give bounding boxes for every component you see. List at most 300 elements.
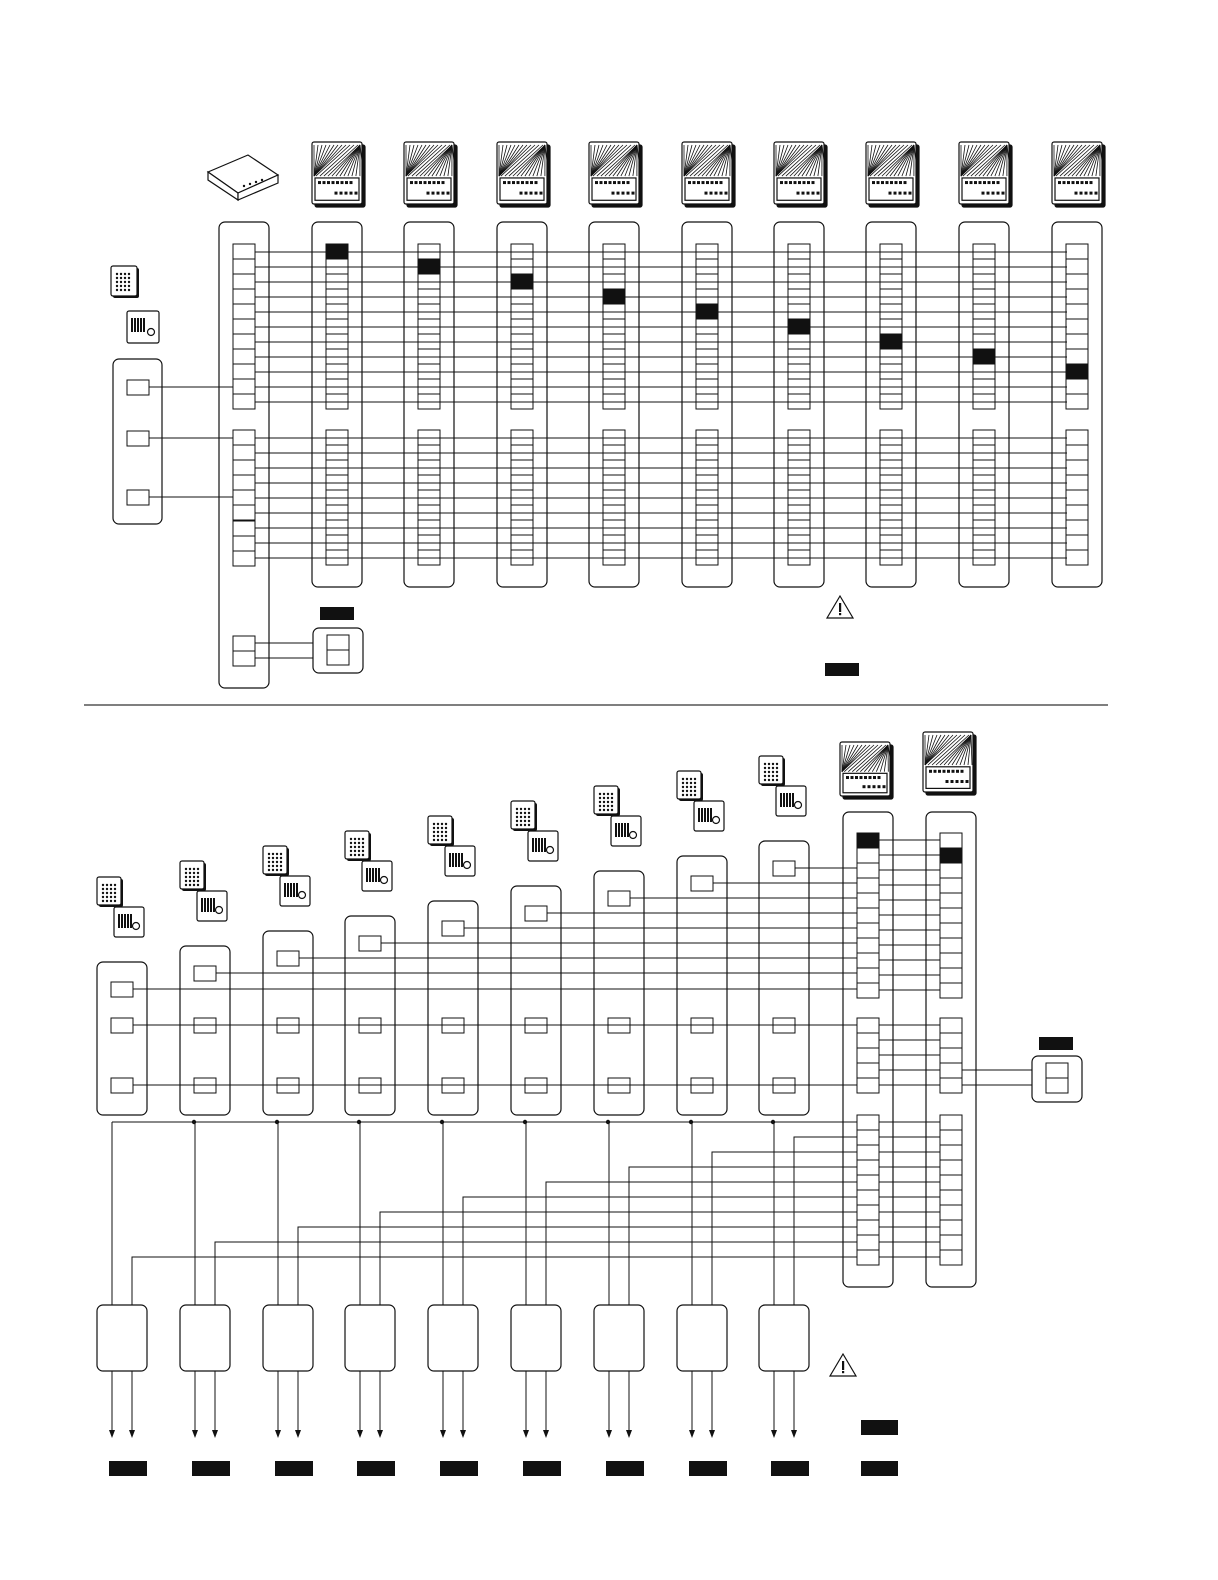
speaker-hole — [120, 285, 122, 287]
speaker-hole — [124, 281, 126, 283]
adaptor-control — [546, 1182, 857, 1305]
speaker-hole — [520, 820, 522, 822]
speaker-hole — [102, 900, 104, 902]
speaker-hole — [120, 281, 122, 283]
call-button — [381, 877, 388, 884]
door-frame-9 — [759, 841, 809, 1115]
speaker-hole — [603, 809, 605, 811]
station-button — [869, 776, 872, 779]
station-button — [846, 776, 849, 779]
station-button — [419, 181, 422, 184]
exchange-block-c-cell — [233, 551, 255, 566]
station-button — [997, 192, 1000, 195]
speaker-hole — [768, 763, 770, 765]
panel-slot — [143, 318, 145, 332]
warning-dot — [839, 613, 841, 615]
panel-slot — [210, 898, 212, 912]
speaker-hole — [268, 861, 270, 863]
speaker-hole — [116, 273, 118, 275]
speaker-hole — [280, 857, 282, 859]
station-button — [1002, 192, 1005, 195]
station-9-block-a-cell — [1066, 334, 1088, 349]
power-terminal-cell — [327, 635, 349, 650]
adaptor-control — [215, 1242, 857, 1305]
panel-slot — [786, 793, 788, 807]
output-label-1 — [109, 1461, 147, 1476]
station-button — [868, 785, 871, 788]
station-button — [318, 181, 321, 184]
lower-m1-block-c-cell — [857, 1205, 879, 1220]
output-arrow — [295, 1430, 301, 1438]
panel-slot — [201, 898, 203, 912]
speaker-hole — [280, 869, 282, 871]
station-button — [899, 181, 902, 184]
station-button — [904, 181, 907, 184]
exchange-block-b-cell — [233, 460, 255, 475]
speaker-hole — [764, 771, 766, 773]
speaker-hole — [276, 853, 278, 855]
lower-m2-block-a-cell — [940, 983, 962, 998]
speaker-hole — [350, 850, 352, 852]
door-speaker — [97, 877, 121, 905]
station-button — [715, 181, 718, 184]
lower-m1-block-b-cell — [857, 1048, 879, 1063]
warning-mark — [842, 1361, 844, 1370]
speaker-hole — [124, 285, 126, 287]
station-button — [693, 181, 696, 184]
call-button — [713, 817, 720, 824]
door-5-terminal-top — [442, 921, 464, 936]
station-button — [877, 181, 880, 184]
panel-slot — [704, 808, 706, 822]
junction-dot — [771, 1120, 775, 1124]
station-9-block-a-cell — [1066, 319, 1088, 334]
speaker-hole — [682, 794, 684, 796]
speaker-hole — [106, 884, 108, 886]
station-button — [530, 192, 533, 195]
station-9-block-a-cell — [1066, 364, 1088, 379]
station-9-block-a-cell — [1066, 394, 1088, 409]
speaker-hole — [599, 801, 601, 803]
lower-m2-block-a-cell — [940, 833, 962, 848]
station-button — [715, 192, 718, 195]
legend-label-2 — [861, 1461, 898, 1476]
panel-slot — [541, 838, 543, 852]
speaker-hole — [599, 805, 601, 807]
lower-m2-block-c-cell — [940, 1235, 962, 1250]
panel-slot — [532, 838, 534, 852]
speaker-hole — [276, 861, 278, 863]
lower-m1-block-a-cell — [857, 833, 879, 848]
station-button — [961, 770, 964, 773]
door-4-terminal-top — [359, 936, 381, 951]
lower-m2-block-b-cell — [940, 1018, 962, 1033]
lower-m2-block-c-cell — [940, 1145, 962, 1160]
station-button — [508, 181, 511, 184]
master-station-3 — [497, 142, 550, 207]
station-button — [350, 192, 353, 195]
speaker-hole — [128, 281, 130, 283]
station-button — [600, 181, 603, 184]
station-button — [1085, 192, 1088, 195]
speaker-hole — [445, 823, 447, 825]
speaker-hole — [114, 900, 116, 902]
station-button — [526, 181, 529, 184]
panel-slot — [118, 914, 120, 928]
station-button — [1081, 181, 1084, 184]
station-button — [797, 192, 800, 195]
speaker-hole — [272, 865, 274, 867]
call-button — [547, 847, 554, 854]
speaker-hole — [772, 763, 774, 765]
speaker-hole — [433, 831, 435, 833]
speaker-hole — [280, 865, 282, 867]
station-button — [622, 181, 625, 184]
speaker-hole — [603, 797, 605, 799]
adaptor-6 — [511, 1305, 561, 1371]
door-speaker — [180, 861, 204, 889]
station-9-block-b-cell — [1066, 520, 1088, 535]
speaker-hole — [764, 779, 766, 781]
station-button — [530, 181, 533, 184]
station-button — [872, 181, 875, 184]
door-speaker — [428, 816, 452, 844]
station-button — [617, 192, 620, 195]
panel-slot — [624, 823, 626, 837]
station-button — [697, 181, 700, 184]
speaker-hole — [599, 797, 601, 799]
station-button — [613, 181, 616, 184]
panel-slot — [461, 853, 463, 867]
panel-slot — [134, 318, 136, 332]
station-button — [503, 181, 506, 184]
exchange-block-a-cell — [233, 304, 255, 319]
exchange-block-b-cell — [233, 430, 255, 445]
speaker-hole — [354, 850, 356, 852]
panel-slot — [627, 823, 629, 837]
station-button — [535, 192, 538, 195]
station-button — [785, 181, 788, 184]
speaker-hole — [272, 857, 274, 859]
lower-m1-block-b-cell — [857, 1078, 879, 1093]
lower-m1-block-a-cell — [857, 908, 879, 923]
output-arrow — [192, 1430, 198, 1438]
station-button — [323, 181, 326, 184]
station-9-block-b-cell — [1066, 445, 1088, 460]
station-button — [881, 181, 884, 184]
lower-m1-block-c-cell — [857, 1160, 879, 1175]
output-arrow — [791, 1430, 797, 1438]
speaker-hole — [686, 778, 688, 780]
speaker-hole — [768, 775, 770, 777]
speaker-hole — [193, 872, 195, 874]
junction-dot — [192, 1120, 196, 1124]
speaker-hole — [114, 884, 116, 886]
speaker-hole — [268, 865, 270, 867]
call-button — [795, 802, 802, 809]
exchange-led — [243, 185, 245, 187]
master-station-4 — [589, 142, 642, 207]
station-button — [909, 192, 912, 195]
speaker-hole — [128, 285, 130, 287]
station-button — [894, 192, 897, 195]
lower-m1-block-a-cell — [857, 923, 879, 938]
panel-slot — [452, 853, 454, 867]
exchange-block-a-cell — [233, 274, 255, 289]
station-button — [890, 181, 893, 184]
station-button — [442, 181, 445, 184]
output-arrow — [460, 1430, 466, 1438]
speaker-hole — [603, 805, 605, 807]
speaker-hole — [102, 892, 104, 894]
station-9-block-b-cell — [1066, 490, 1088, 505]
panel-slot — [130, 914, 132, 928]
station-button — [427, 192, 430, 195]
panel-slot — [449, 853, 451, 867]
speaker-hole — [764, 767, 766, 769]
station-button — [943, 770, 946, 773]
speaker-hole — [528, 824, 530, 826]
speaker-hole — [686, 794, 688, 796]
speaker-hole — [185, 884, 187, 886]
door-station-8 — [677, 771, 724, 831]
adaptor-5 — [428, 1305, 478, 1371]
station-button — [1072, 181, 1075, 184]
station-button — [812, 181, 815, 184]
speaker-hole — [694, 790, 696, 792]
lower-m1-block-b-cell — [857, 1018, 879, 1033]
speaker-hole — [102, 888, 104, 890]
speaker-hole — [686, 790, 688, 792]
panel-slot — [792, 793, 794, 807]
speaker-hole — [197, 884, 199, 886]
speaker-hole — [694, 778, 696, 780]
station-button — [789, 181, 792, 184]
panel-slot — [287, 883, 289, 897]
output-arrow — [626, 1430, 632, 1438]
adaptor-9 — [759, 1305, 809, 1371]
station-button — [720, 192, 723, 195]
exchange-block-a-cell — [233, 244, 255, 259]
caution-icon-lower — [830, 1354, 856, 1376]
panel-slot — [372, 868, 374, 882]
door-1-terminal-mid — [111, 1018, 133, 1033]
panel-slot — [293, 883, 295, 897]
station-9-block-b-cell — [1066, 430, 1088, 445]
station-button — [812, 192, 815, 195]
exchange-led — [255, 181, 257, 183]
speaker-hole — [524, 820, 526, 822]
power-terminal-lower-cell — [1046, 1063, 1068, 1078]
speaker-hole — [189, 868, 191, 870]
speaker-hole — [599, 793, 601, 795]
output-label-7 — [606, 1461, 644, 1476]
lower-master-station-1 — [840, 742, 893, 799]
output-label-6 — [523, 1461, 561, 1476]
station-button — [604, 181, 607, 184]
master-station-2 — [404, 142, 457, 207]
speaker-hole — [185, 880, 187, 882]
output-label-4 — [357, 1461, 395, 1476]
station-button — [433, 181, 436, 184]
speaker-hole — [772, 767, 774, 769]
station-button — [725, 192, 728, 195]
panel-slot — [538, 838, 540, 852]
lower-m2-block-b-cell — [940, 1048, 962, 1063]
lower-master-station-2 — [923, 732, 976, 795]
master-station-6 — [774, 142, 827, 207]
lower-m1-block-a-cell — [857, 878, 879, 893]
panel-slot — [369, 868, 371, 882]
panel-slot — [701, 808, 703, 822]
station-button — [336, 181, 339, 184]
station-button — [878, 776, 881, 779]
exchange-block-a-cell — [233, 334, 255, 349]
speaker-hole — [686, 782, 688, 784]
speaker-hole — [611, 801, 613, 803]
exchange-block-b-cell — [233, 445, 255, 460]
output-arrow — [606, 1430, 612, 1438]
speaker-hole — [193, 876, 195, 878]
legend-label-1 — [861, 1420, 898, 1435]
panel-slot — [131, 318, 133, 332]
speaker-hole — [128, 277, 130, 279]
speaker-hole — [528, 816, 530, 818]
speaker-hole — [682, 782, 684, 784]
station-button — [340, 192, 343, 195]
station-button — [1076, 181, 1079, 184]
speaker-hole — [690, 794, 692, 796]
station-button — [873, 776, 876, 779]
station-button — [345, 181, 348, 184]
station-button — [627, 181, 630, 184]
speaker-hole — [354, 854, 356, 856]
speaker-hole — [110, 900, 112, 902]
speaker-hole — [358, 854, 360, 856]
speaker-hole — [603, 801, 605, 803]
speaker-hole — [437, 831, 439, 833]
speaker-hole — [768, 771, 770, 773]
speaker-hole — [350, 854, 352, 856]
speaker-hole — [433, 835, 435, 837]
output-label-5 — [440, 1461, 478, 1476]
lower-m1-block-a-cell — [857, 863, 879, 878]
lower-m1-block-c-cell — [857, 1235, 879, 1250]
master-station-5 — [682, 142, 735, 207]
door-station-3 — [263, 846, 310, 906]
speaker-hole — [682, 786, 684, 788]
station-button — [618, 181, 621, 184]
exchange-block-b-cell — [233, 490, 255, 505]
station-9-block-b-cell — [1066, 550, 1088, 565]
door-terminal — [127, 380, 149, 395]
station-button — [432, 192, 435, 195]
speaker-hole — [445, 835, 447, 837]
speaker-hole — [358, 846, 360, 848]
station-button — [970, 181, 973, 184]
speaker-hole — [276, 865, 278, 867]
lower-m1-block-a-cell — [857, 938, 879, 953]
station-9-block-a-cell — [1066, 274, 1088, 289]
speaker-hole — [185, 872, 187, 874]
speaker-hole — [433, 823, 435, 825]
station-button — [706, 181, 709, 184]
lower-m1-block-a-cell — [857, 983, 879, 998]
exchange-block-d-cell — [233, 636, 255, 651]
lower-section — [97, 812, 1082, 1476]
station-button — [332, 181, 335, 184]
lower-m1-block-c-cell — [857, 1220, 879, 1235]
panel-slot — [455, 853, 457, 867]
lower-m2-block-c-cell — [940, 1220, 962, 1235]
station-button — [886, 181, 889, 184]
speaker-hole — [611, 809, 613, 811]
station-button — [612, 192, 615, 195]
lower-m2-block-a-cell — [940, 923, 962, 938]
speaker-hole — [185, 868, 187, 870]
power-terminal-cell — [327, 650, 349, 665]
panel-slot — [618, 823, 620, 837]
speaker-hole — [437, 839, 439, 841]
master-station-7 — [866, 142, 919, 207]
speaker-hole — [694, 794, 696, 796]
door-station-7 — [594, 786, 641, 846]
speaker-hole — [358, 838, 360, 840]
door-speaker — [111, 266, 137, 296]
lower-m2-block-a-cell — [940, 938, 962, 953]
speaker-hole — [524, 812, 526, 814]
speaker-hole — [354, 842, 356, 844]
speaker-hole — [350, 842, 352, 844]
station-button — [1063, 181, 1066, 184]
lower-m2-block-a-cell — [940, 953, 962, 968]
lower-m1-block-c-cell — [857, 1190, 879, 1205]
lower-wires — [109, 840, 1046, 1438]
speaker-hole — [690, 782, 692, 784]
exchange-block-a-cell — [233, 394, 255, 409]
adaptor-2 — [180, 1305, 230, 1371]
station-9-block-a-cell — [1066, 244, 1088, 259]
station-button — [1095, 192, 1098, 195]
speaker-hole — [682, 790, 684, 792]
speaker-hole — [110, 888, 112, 890]
speaker-hole — [354, 846, 356, 848]
door-6-terminal-top — [525, 906, 547, 921]
station-button — [934, 770, 937, 773]
speaker-hole — [524, 816, 526, 818]
speaker-hole — [272, 869, 274, 871]
door-station-2 — [180, 861, 227, 921]
exchange-led — [261, 179, 263, 181]
exchange-block-a-cell — [233, 289, 255, 304]
station-button — [335, 192, 338, 195]
upper-section — [111, 155, 1102, 688]
station-button — [627, 192, 630, 195]
speaker-hole — [516, 808, 518, 810]
station-9-block-b-cell — [1066, 505, 1088, 520]
panel-slot — [378, 868, 380, 882]
station-button — [1080, 192, 1083, 195]
panel-slot — [213, 898, 215, 912]
lower-m2-block-c-cell — [940, 1115, 962, 1130]
station-button — [447, 192, 450, 195]
station-button — [350, 181, 353, 184]
speaker-hole — [120, 273, 122, 275]
station-button — [817, 192, 820, 195]
lower-m1-block-a-cell — [857, 848, 879, 863]
output-arrow — [440, 1430, 446, 1438]
speaker-hole — [441, 839, 443, 841]
